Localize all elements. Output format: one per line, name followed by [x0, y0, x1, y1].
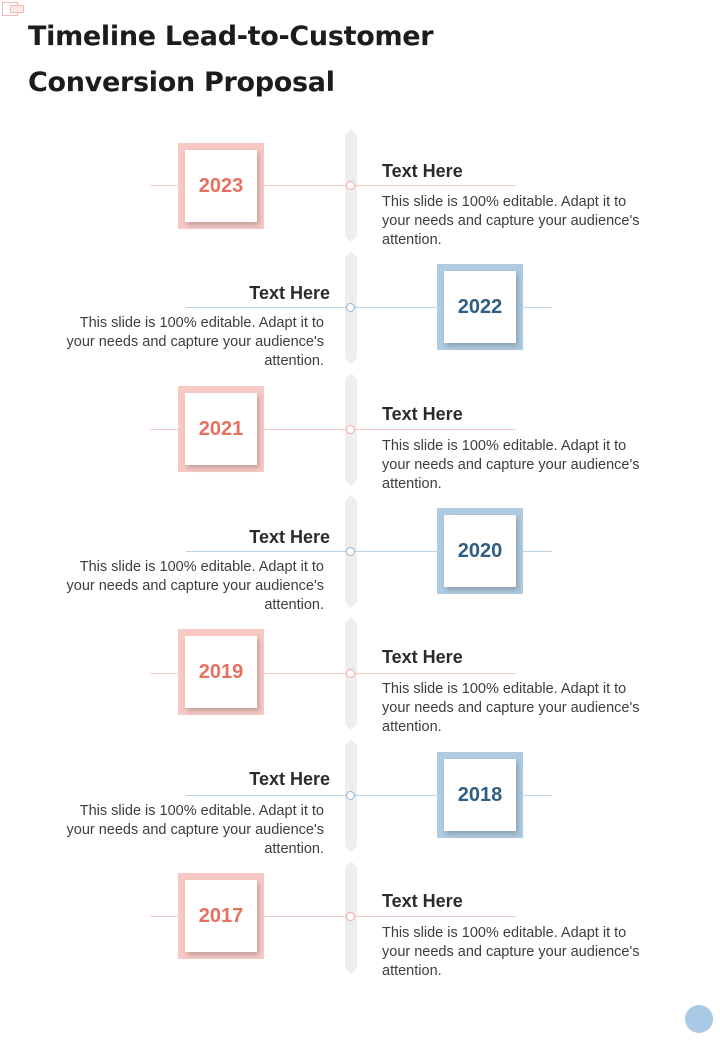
entry-heading: Text Here — [382, 891, 463, 911]
year-label: 2022 — [444, 271, 516, 343]
entry-description: This slide is 100% editable. Adapt it to your needs and capture your audience's attention. — [382, 194, 640, 249]
timeline-node — [346, 547, 355, 556]
year-label: 2018 — [444, 759, 516, 831]
page-corner-circle-icon — [685, 1005, 713, 1033]
year-box — [178, 386, 264, 472]
year-box — [178, 629, 264, 715]
timeline-node — [346, 669, 355, 678]
entry-description: This slide is 100% editable. Adapt it to your needs and capture your audience's attention. — [66, 803, 324, 858]
year-label: 2019 — [185, 636, 257, 708]
timeline-node — [346, 181, 355, 190]
entry-description: This slide is 100% editable. Adapt it to your needs and capture your audience's attention. — [382, 438, 640, 493]
timeline-node — [346, 791, 355, 800]
year-box — [437, 508, 523, 594]
timeline-node — [346, 425, 355, 434]
entry-heading: Text Here — [382, 161, 463, 181]
timeline-node — [346, 303, 355, 312]
entry-description: This slide is 100% editable. Adapt it to your needs and capture your audience's attention. — [66, 315, 324, 370]
entry-heading: Text Here — [249, 283, 330, 303]
entry-heading: Text Here — [249, 769, 330, 789]
year-box — [437, 264, 523, 350]
entry-description: This slide is 100% editable. Adapt it to your needs and capture your audience's attention. — [382, 925, 640, 980]
year-label: 2020 — [444, 515, 516, 587]
entry-heading: Text Here — [249, 527, 330, 547]
year-box — [178, 143, 264, 229]
entry-heading: Text Here — [382, 647, 463, 667]
entry-description: This slide is 100% editable. Adapt it to your needs and capture your audience's attention. — [382, 681, 640, 736]
timeline-node — [346, 912, 355, 921]
year-box — [178, 873, 264, 959]
entry-heading: Text Here — [382, 404, 463, 424]
entry-description: This slide is 100% editable. Adapt it to your needs and capture your audience's attention. — [66, 559, 324, 614]
page-title: Timeline Lead-to-Customer Conversion Proposal — [28, 21, 434, 98]
year-label: 2017 — [185, 880, 257, 952]
year-label: 2023 — [185, 150, 257, 222]
year-box — [437, 752, 523, 838]
year-label: 2021 — [185, 393, 257, 465]
corner-logo-icon — [2, 2, 24, 16]
